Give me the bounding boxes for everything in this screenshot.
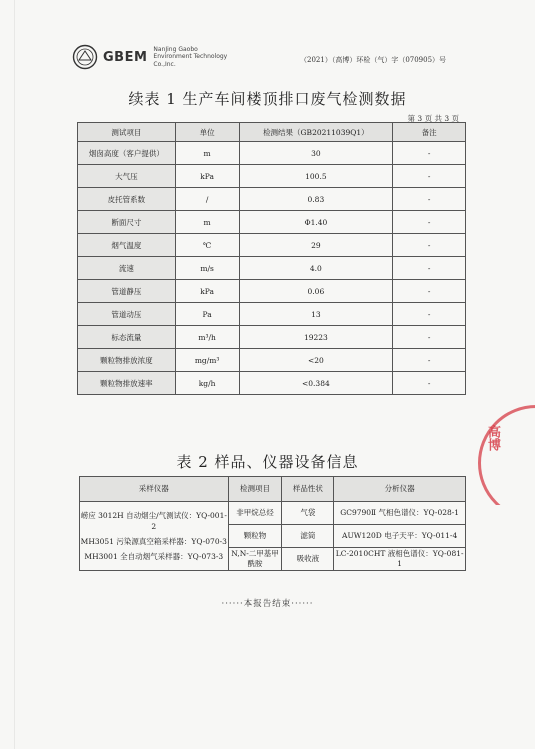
note-cell: - [393,257,466,280]
unit-cell: kPa [175,280,239,303]
test-item: 断面尺寸 [78,211,176,234]
sample-state: 气袋 [282,502,334,525]
result-cell: 0.83 [239,188,393,211]
seal-ring [478,405,535,505]
test-item: 颗粒物排放浓度 [78,349,176,372]
result-cell: 30 [239,142,393,165]
test-item: 皮托管系数 [78,188,176,211]
document-number: （2021）（高博）环检（气）字（070905）号 [300,56,447,64]
note-cell: - [393,234,466,257]
unit-cell: Pa [175,303,239,326]
sampling-instruments-cell [80,502,229,571]
result-cell: 4.0 [239,257,393,280]
table-row [78,142,466,165]
gbem-emblem-icon [72,44,98,70]
unit-cell: m/s [175,257,239,280]
exhaust-data-table [77,122,466,395]
table-row [78,165,466,188]
test-item: 标态流量 [78,326,176,349]
equipment-table [79,476,466,571]
table-row [78,303,466,326]
official-seal [478,405,535,505]
unit-cell: / [175,188,239,211]
result-cell: 0.06 [239,280,393,303]
result-cell: 19223 [239,326,393,349]
result-cell: 13 [239,303,393,326]
test-item: 非甲烷总烃 [228,502,282,525]
sampling-instrument: MH3051 污染源真空箱采样器：YQ-070-3 [80,537,227,546]
table-row [78,188,466,211]
result-cell: 29 [239,234,393,257]
seal-text: 高博 [485,425,500,451]
column-header: 检测项目 [228,477,282,502]
note-cell: - [393,188,466,211]
unit-cell: m [175,211,239,234]
company-name: NanJing Gaobo Environment Technology Co.,Inc. [153,45,228,68]
table-row [80,502,466,525]
test-item: 管道动压 [78,303,176,326]
report-end-text: ······本报告结束······ [221,599,314,609]
column-header: 测试项目 [78,123,176,142]
result-cell: <20 [239,349,393,372]
analysis-instrument: AUW120D 电子天平：YQ-011-4 [334,525,466,548]
table2-title: 表 2 样品、仪器设备信息 [176,453,359,471]
test-item: 烟气温度 [78,234,176,257]
table-header-row [78,123,466,142]
sampling-instrument: 崂应 3012H 自动烟尘/气测试仪：YQ-001-2 [80,511,227,531]
test-item: 流速 [78,257,176,280]
logo-text: GBEM [103,49,148,65]
page-info: 第 3 页 共 3 页 [407,114,459,123]
note-cell: - [393,303,466,326]
result-cell: Φ1.40 [239,211,393,234]
note-cell: - [393,349,466,372]
unit-cell: m³/h [175,326,239,349]
column-header: 样品性状 [282,477,334,502]
sample-state: 吸收液 [282,548,334,571]
test-item: 烟囱高度（客户提供） [78,142,176,165]
table-row [78,280,466,303]
test-item: 大气压 [78,165,176,188]
table-header-row [80,477,466,502]
test-item: N,N-二甲基甲酰胺 [228,548,282,571]
column-header: 分析仪器 [334,477,466,502]
unit-cell: kPa [175,165,239,188]
table-row [78,211,466,234]
table-row [78,257,466,280]
sampling-instrument: MH3001 全自动烟气采样器：YQ-073-3 [84,552,224,561]
test-item: 管道静压 [78,280,176,303]
unit-cell: kg/h [175,372,239,395]
note-cell: - [393,142,466,165]
unit-cell: mg/m³ [175,349,239,372]
note-cell: - [393,326,466,349]
analysis-instrument: LC-2010CHT 液相色谱仪：YQ-081-1 [334,548,466,571]
note-cell: - [393,211,466,234]
unit-cell: m [175,142,239,165]
table-row [78,349,466,372]
result-cell: <0.384 [239,372,393,395]
note-cell: - [393,280,466,303]
column-header: 单位 [175,123,239,142]
table-row [78,372,466,395]
company-logo [72,44,227,70]
unit-cell: ℃ [175,234,239,257]
sample-state: 滤筒 [282,525,334,548]
analysis-instrument: GC9790Ⅱ 气相色谱仪：YQ-028-1 [334,502,466,525]
paper-fold-line [14,0,15,749]
test-item: 颗粒物排放速率 [78,372,176,395]
table1-title: 续表 1 生产车间楼顶排口废气检测数据 [128,90,407,108]
table-row [78,234,466,257]
column-header: 采样仪器 [80,477,229,502]
note-cell: - [393,165,466,188]
table-row [78,326,466,349]
column-header: 检测结果（GB20211039Q1） [239,123,393,142]
note-cell: - [393,372,466,395]
column-header: 备注 [393,123,466,142]
result-cell: 100.5 [239,165,393,188]
test-item: 颗粒物 [228,525,282,548]
